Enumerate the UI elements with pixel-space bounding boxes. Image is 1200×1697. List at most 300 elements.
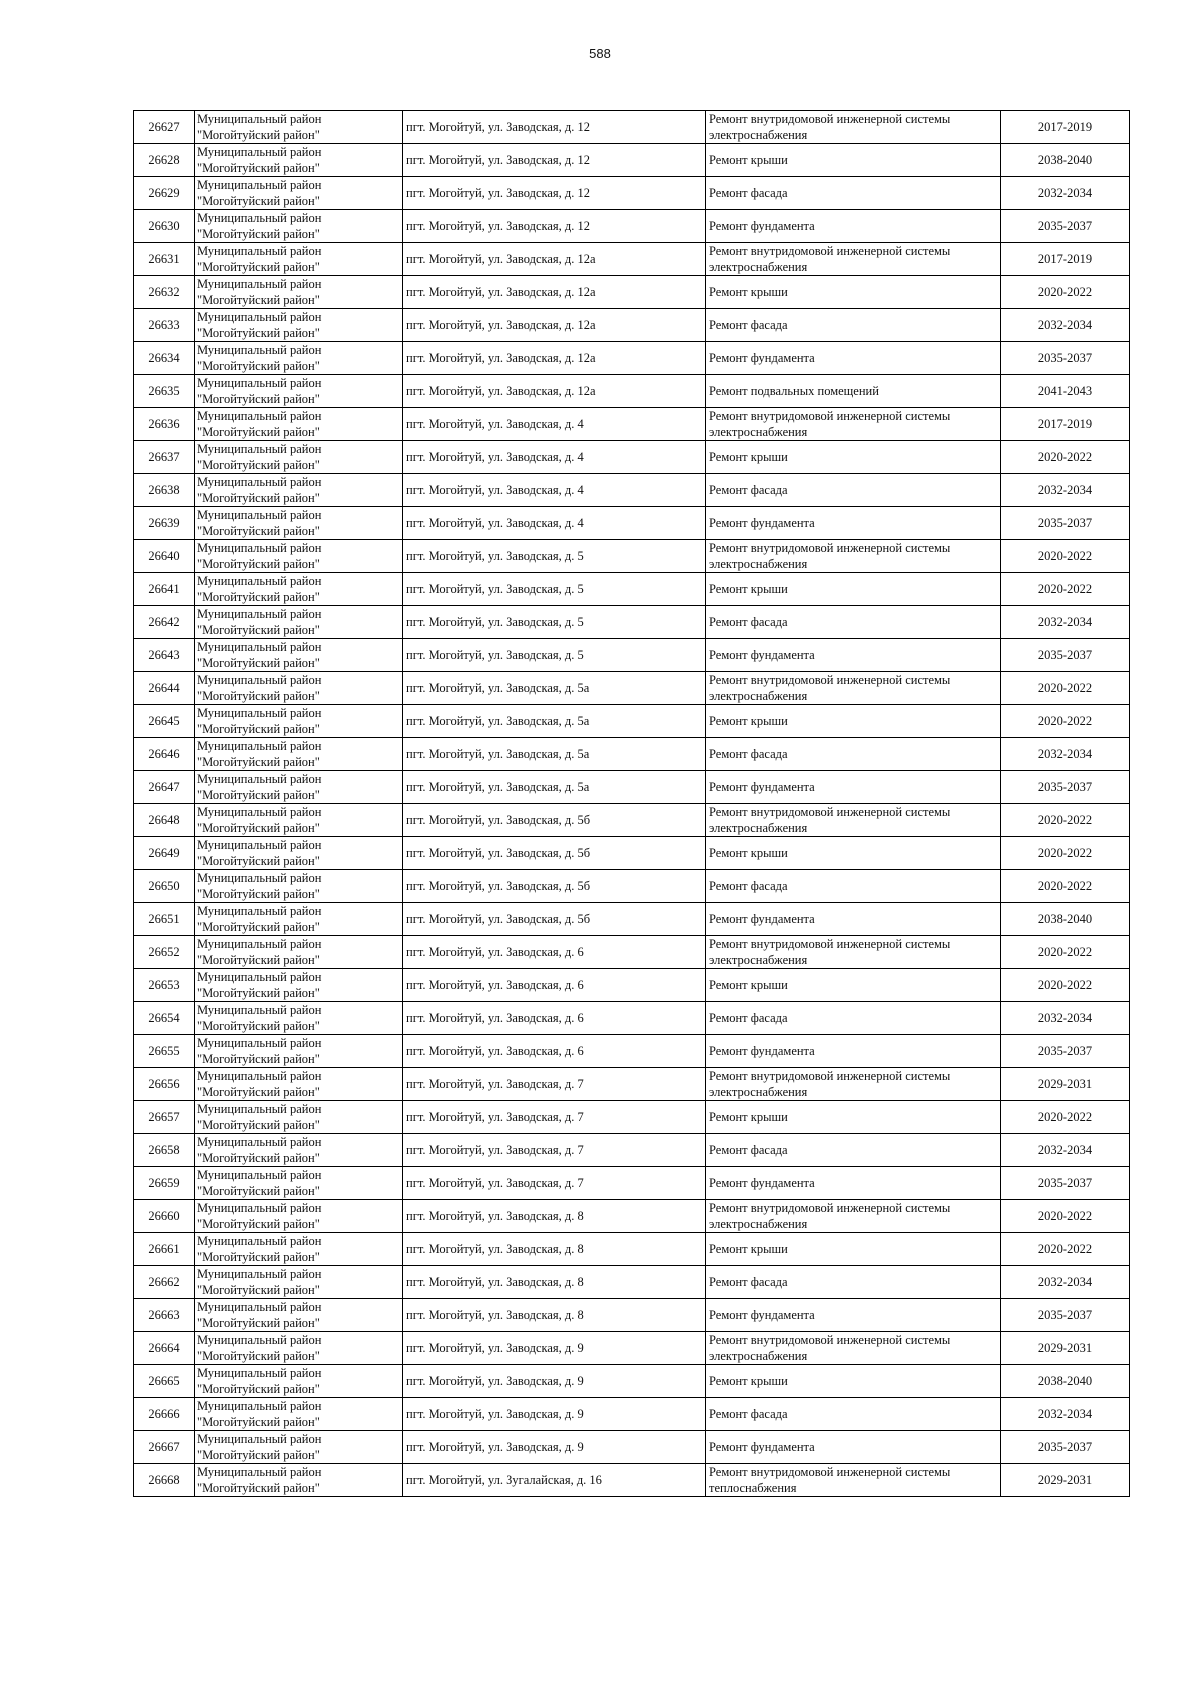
- table-row: [134, 540, 1130, 573]
- period-cell: 2035-2037: [1001, 639, 1130, 672]
- period-cell: 2038-2040: [1001, 144, 1130, 177]
- municipality-line-2: "Могойтуйский район": [197, 689, 320, 703]
- work-type-cell: Ремонт фундамента: [706, 1431, 1001, 1464]
- address-cell: пгт. Могойтуй, ул. Заводская, д. 6: [403, 1002, 706, 1035]
- record-number-cell: 26658: [134, 1134, 195, 1167]
- period-cell: 2032-2034: [1001, 177, 1130, 210]
- record-number-cell: 26633: [134, 309, 195, 342]
- municipality-line-1: Муниципальный район: [197, 1069, 322, 1083]
- record-number-cell: 26659: [134, 1167, 195, 1200]
- municipality-cell: [195, 1365, 403, 1398]
- work-type-cell: Ремонт фасада: [706, 474, 1001, 507]
- municipality-line-1: Муниципальный район: [197, 211, 322, 225]
- municipality-line-2: "Могойтуйский район": [197, 755, 320, 769]
- table-row: [134, 210, 1130, 243]
- record-number-cell: 26654: [134, 1002, 195, 1035]
- municipality-cell: [195, 1266, 403, 1299]
- period-cell: 2032-2034: [1001, 1266, 1130, 1299]
- table-row: [134, 243, 1130, 276]
- period-cell: 2017-2019: [1001, 408, 1130, 441]
- work-type-cell: Ремонт внутридомовой инженерной системы электроснабжения: [706, 408, 1001, 441]
- municipality-line-2: "Могойтуйский район": [197, 1217, 320, 1231]
- address-cell: пгт. Могойтуй, ул. Заводская, д. 7: [403, 1134, 706, 1167]
- municipality-cell: [195, 474, 403, 507]
- work-type-cell: Ремонт фасада: [706, 1266, 1001, 1299]
- record-number-cell: 26663: [134, 1299, 195, 1332]
- municipality-line-1: Муниципальный район: [197, 145, 322, 159]
- period-cell: 2017-2019: [1001, 243, 1130, 276]
- municipality-line-2: "Могойтуйский район": [197, 854, 320, 868]
- municipality-cell: [195, 408, 403, 441]
- municipality-line-2: "Могойтуйский район": [197, 1151, 320, 1165]
- address-cell: пгт. Могойтуй, ул. Заводская, д. 12а: [403, 342, 706, 375]
- municipality-cell: [195, 177, 403, 210]
- municipality-line-2: "Могойтуйский район": [197, 1019, 320, 1033]
- municipality-line-1: Муниципальный район: [197, 409, 322, 423]
- record-number-cell: 26635: [134, 375, 195, 408]
- record-number-cell: 26662: [134, 1266, 195, 1299]
- work-type-cell: Ремонт крыши: [706, 1101, 1001, 1134]
- municipality-line-2: "Могойтуйский район": [197, 557, 320, 571]
- address-cell: пгт. Могойтуй, ул. Заводская, д. 4: [403, 507, 706, 540]
- work-type-cell: Ремонт крыши: [706, 1233, 1001, 1266]
- work-type-cell: Ремонт крыши: [706, 441, 1001, 474]
- municipality-line-1: Муниципальный район: [197, 1036, 322, 1050]
- period-cell: 2032-2034: [1001, 606, 1130, 639]
- municipality-line-1: Муниципальный район: [197, 607, 322, 621]
- municipality-line-2: "Могойтуйский район": [197, 986, 320, 1000]
- record-number-cell: 26655: [134, 1035, 195, 1068]
- period-cell: 2020-2022: [1001, 573, 1130, 606]
- municipality-line-2: "Могойтуйский район": [197, 1382, 320, 1396]
- work-type-cell: Ремонт внутридомовой инженерной системы электроснабжения: [706, 243, 1001, 276]
- municipality-line-1: Муниципальный район: [197, 376, 322, 390]
- period-cell: 2038-2040: [1001, 903, 1130, 936]
- period-cell: 2029-2031: [1001, 1464, 1130, 1497]
- record-number-cell: 26661: [134, 1233, 195, 1266]
- work-type-cell: Ремонт крыши: [706, 1365, 1001, 1398]
- record-number-cell: 26629: [134, 177, 195, 210]
- address-cell: пгт. Могойтуй, ул. Заводская, д. 8: [403, 1299, 706, 1332]
- municipality-cell: [195, 1068, 403, 1101]
- municipality-line-2: "Могойтуйский район": [197, 1415, 320, 1429]
- municipality-line-1: Муниципальный район: [197, 1267, 322, 1281]
- work-type-cell: Ремонт фасада: [706, 606, 1001, 639]
- period-cell: 2017-2019: [1001, 111, 1130, 144]
- municipality-cell: [195, 837, 403, 870]
- table-row: [134, 1431, 1130, 1464]
- municipality-cell: [195, 1431, 403, 1464]
- work-type-cell: Ремонт внутридомовой инженерной системы электроснабжения: [706, 1068, 1001, 1101]
- municipality-line-2: "Могойтуйский район": [197, 392, 320, 406]
- municipality-line-2: "Могойтуйский район": [197, 1052, 320, 1066]
- table-row: [134, 1200, 1130, 1233]
- table-row: [134, 1167, 1130, 1200]
- period-cell: 2032-2034: [1001, 474, 1130, 507]
- repair-schedule-table: [133, 110, 1130, 1497]
- address-cell: пгт. Могойтуй, ул. Заводская, д. 5а: [403, 738, 706, 771]
- address-cell: пгт. Могойтуй, ул. Заводская, д. 8: [403, 1200, 706, 1233]
- municipality-line-2: "Могойтуйский район": [197, 194, 320, 208]
- table-row: [134, 144, 1130, 177]
- municipality-line-2: "Могойтуйский район": [197, 887, 320, 901]
- work-type-cell: Ремонт крыши: [706, 144, 1001, 177]
- record-number-cell: 26641: [134, 573, 195, 606]
- period-cell: 2020-2022: [1001, 441, 1130, 474]
- table-row: [134, 771, 1130, 804]
- municipality-line-1: Муниципальный район: [197, 1333, 322, 1347]
- work-type-cell: Ремонт внутридомовой инженерной системы теплоснабжения: [706, 1464, 1001, 1497]
- address-cell: пгт. Могойтуй, ул. Заводская, д. 12а: [403, 309, 706, 342]
- period-cell: 2032-2034: [1001, 738, 1130, 771]
- address-cell: пгт. Могойтуй, ул. Заводская, д. 9: [403, 1431, 706, 1464]
- table-row: [134, 111, 1130, 144]
- municipality-line-2: "Могойтуйский район": [197, 1250, 320, 1264]
- municipality-line-1: Муниципальный район: [197, 805, 322, 819]
- table-row: [134, 309, 1130, 342]
- record-number-cell: 26657: [134, 1101, 195, 1134]
- municipality-line-2: "Могойтуйский район": [197, 524, 320, 538]
- address-cell: пгт. Могойтуй, ул. Зугалайская, д. 16: [403, 1464, 706, 1497]
- address-cell: пгт. Могойтуй, ул. Заводская, д. 5: [403, 639, 706, 672]
- municipality-line-2: "Могойтуйский район": [197, 425, 320, 439]
- municipality-cell: [195, 507, 403, 540]
- record-number-cell: 26628: [134, 144, 195, 177]
- address-cell: пгт. Могойтуй, ул. Заводская, д. 4: [403, 441, 706, 474]
- municipality-line-1: Муниципальный район: [197, 904, 322, 918]
- table-row: [134, 1464, 1130, 1497]
- work-type-cell: Ремонт фундамента: [706, 210, 1001, 243]
- municipality-cell: [195, 1002, 403, 1035]
- municipality-cell: [195, 375, 403, 408]
- period-cell: 2035-2037: [1001, 1167, 1130, 1200]
- period-cell: 2035-2037: [1001, 771, 1130, 804]
- period-cell: 2020-2022: [1001, 936, 1130, 969]
- address-cell: пгт. Могойтуй, ул. Заводская, д. 12а: [403, 375, 706, 408]
- record-number-cell: 26646: [134, 738, 195, 771]
- address-cell: пгт. Могойтуй, ул. Заводская, д. 12а: [403, 276, 706, 309]
- table-row: [134, 276, 1130, 309]
- work-type-cell: Ремонт фундамента: [706, 342, 1001, 375]
- municipality-cell: [195, 276, 403, 309]
- municipality-line-1: Муниципальный район: [197, 244, 322, 258]
- municipality-cell: [195, 738, 403, 771]
- municipality-cell: [195, 243, 403, 276]
- address-cell: пгт. Могойтуй, ул. Заводская, д. 6: [403, 936, 706, 969]
- municipality-line-2: "Могойтуйский район": [197, 260, 320, 274]
- address-cell: пгт. Могойтуй, ул. Заводская, д. 6: [403, 969, 706, 1002]
- municipality-cell: [195, 540, 403, 573]
- table-row: [134, 672, 1130, 705]
- record-number-cell: 26645: [134, 705, 195, 738]
- municipality-cell: [195, 144, 403, 177]
- municipality-line-1: Муниципальный район: [197, 508, 322, 522]
- municipality-line-2: "Могойтуйский район": [197, 1448, 320, 1462]
- table-row: [134, 837, 1130, 870]
- municipality-line-1: Муниципальный район: [197, 310, 322, 324]
- table-row: [134, 804, 1130, 837]
- table-row: [134, 1233, 1130, 1266]
- record-number-cell: 26630: [134, 210, 195, 243]
- work-type-cell: Ремонт фасада: [706, 1398, 1001, 1431]
- record-number-cell: 26651: [134, 903, 195, 936]
- municipality-line-2: "Могойтуйский район": [197, 590, 320, 604]
- municipality-line-2: "Могойтуйский район": [197, 788, 320, 802]
- record-number-cell: 26642: [134, 606, 195, 639]
- record-number-cell: 26649: [134, 837, 195, 870]
- municipality-line-2: "Могойтуйский район": [197, 1184, 320, 1198]
- table-row: [134, 1134, 1130, 1167]
- municipality-line-1: Муниципальный район: [197, 574, 322, 588]
- table-row: [134, 1002, 1130, 1035]
- address-cell: пгт. Могойтуй, ул. Заводская, д. 9: [403, 1332, 706, 1365]
- municipality-cell: [195, 804, 403, 837]
- period-cell: 2035-2037: [1001, 1035, 1130, 1068]
- municipality-line-1: Муниципальный район: [197, 772, 322, 786]
- table-row: [134, 177, 1130, 210]
- table-row: [134, 1332, 1130, 1365]
- municipality-line-1: Муниципальный район: [197, 1201, 322, 1215]
- municipality-cell: [195, 1464, 403, 1497]
- municipality-cell: [195, 903, 403, 936]
- municipality-line-2: "Могойтуйский район": [197, 623, 320, 637]
- municipality-cell: [195, 1233, 403, 1266]
- municipality-cell: [195, 870, 403, 903]
- municipality-line-1: Муниципальный район: [197, 112, 322, 126]
- period-cell: 2035-2037: [1001, 507, 1130, 540]
- record-number-cell: 26647: [134, 771, 195, 804]
- municipality-line-2: "Могойтуйский район": [197, 1085, 320, 1099]
- municipality-cell: [195, 1167, 403, 1200]
- municipality-cell: [195, 639, 403, 672]
- work-type-cell: Ремонт фасада: [706, 1134, 1001, 1167]
- record-number-cell: 26652: [134, 936, 195, 969]
- table-row: [134, 606, 1130, 639]
- record-number-cell: 26656: [134, 1068, 195, 1101]
- address-cell: пгт. Могойтуй, ул. Заводская, д. 5: [403, 540, 706, 573]
- table-row: [134, 1365, 1130, 1398]
- address-cell: пгт. Могойтуй, ул. Заводская, д. 12: [403, 210, 706, 243]
- address-cell: пгт. Могойтуй, ул. Заводская, д. 12: [403, 177, 706, 210]
- record-number-cell: 26643: [134, 639, 195, 672]
- record-number-cell: 26636: [134, 408, 195, 441]
- table-row: [134, 936, 1130, 969]
- work-type-cell: Ремонт фундамента: [706, 507, 1001, 540]
- record-number-cell: 26627: [134, 111, 195, 144]
- record-number-cell: 26650: [134, 870, 195, 903]
- period-cell: 2035-2037: [1001, 210, 1130, 243]
- municipality-cell: [195, 342, 403, 375]
- period-cell: 2035-2037: [1001, 1431, 1130, 1464]
- municipality-cell: [195, 441, 403, 474]
- municipality-line-2: "Могойтуйский район": [197, 1283, 320, 1297]
- municipality-cell: [195, 1398, 403, 1431]
- period-cell: 2020-2022: [1001, 837, 1130, 870]
- record-number-cell: 26638: [134, 474, 195, 507]
- municipality-line-2: "Могойтуйский район": [197, 920, 320, 934]
- period-cell: 2020-2022: [1001, 1233, 1130, 1266]
- period-cell: 2020-2022: [1001, 705, 1130, 738]
- table-row: [134, 474, 1130, 507]
- period-cell: 2032-2034: [1001, 309, 1130, 342]
- work-type-cell: Ремонт фундамента: [706, 771, 1001, 804]
- municipality-line-1: Муниципальный район: [197, 1135, 322, 1149]
- municipality-line-1: Муниципальный район: [197, 343, 322, 357]
- work-type-cell: Ремонт внутридомовой инженерной системы электроснабжения: [706, 672, 1001, 705]
- work-type-cell: Ремонт фундамента: [706, 1035, 1001, 1068]
- work-type-cell: Ремонт фундамента: [706, 639, 1001, 672]
- municipality-cell: [195, 309, 403, 342]
- work-type-cell: Ремонт фасада: [706, 738, 1001, 771]
- period-cell: 2029-2031: [1001, 1068, 1130, 1101]
- work-type-cell: Ремонт крыши: [706, 573, 1001, 606]
- address-cell: пгт. Могойтуй, ул. Заводская, д. 6: [403, 1035, 706, 1068]
- municipality-line-1: Муниципальный район: [197, 970, 322, 984]
- municipality-line-2: "Могойтуйский район": [197, 821, 320, 835]
- work-type-cell: Ремонт крыши: [706, 969, 1001, 1002]
- municipality-cell: [195, 936, 403, 969]
- municipality-line-2: "Могойтуйский район": [197, 458, 320, 472]
- table-row: [134, 375, 1130, 408]
- municipality-line-2: "Могойтуйский район": [197, 1118, 320, 1132]
- municipality-line-1: Муниципальный район: [197, 178, 322, 192]
- page-number: 588: [589, 46, 611, 61]
- municipality-cell: [195, 672, 403, 705]
- table-row: [134, 507, 1130, 540]
- municipality-line-1: Муниципальный район: [197, 475, 322, 489]
- work-type-cell: Ремонт внутридомовой инженерной системы электроснабжения: [706, 1200, 1001, 1233]
- work-type-cell: Ремонт фасада: [706, 309, 1001, 342]
- table-row: [134, 441, 1130, 474]
- record-number-cell: 26639: [134, 507, 195, 540]
- address-cell: пгт. Могойтуй, ул. Заводская, д. 9: [403, 1398, 706, 1431]
- address-cell: пгт. Могойтуй, ул. Заводская, д. 12: [403, 144, 706, 177]
- municipality-cell: [195, 1134, 403, 1167]
- municipality-cell: [195, 1332, 403, 1365]
- municipality-line-1: Муниципальный район: [197, 706, 322, 720]
- address-cell: пгт. Могойтуй, ул. Заводская, д. 5б: [403, 903, 706, 936]
- municipality-cell: [195, 969, 403, 1002]
- record-number-cell: 26660: [134, 1200, 195, 1233]
- municipality-line-2: "Могойтуйский район": [197, 656, 320, 670]
- work-type-cell: Ремонт фасада: [706, 177, 1001, 210]
- municipality-line-2: "Могойтуйский район": [197, 722, 320, 736]
- address-cell: пгт. Могойтуй, ул. Заводская, д. 4: [403, 408, 706, 441]
- municipality-line-2: "Могойтуйский район": [197, 1481, 320, 1495]
- address-cell: пгт. Могойтуй, ул. Заводская, д. 8: [403, 1266, 706, 1299]
- period-cell: 2029-2031: [1001, 1332, 1130, 1365]
- table-row: [134, 870, 1130, 903]
- address-cell: пгт. Могойтуй, ул. Заводская, д. 5а: [403, 672, 706, 705]
- municipality-line-1: Муниципальный район: [197, 871, 322, 885]
- period-cell: 2020-2022: [1001, 1200, 1130, 1233]
- record-number-cell: 26653: [134, 969, 195, 1002]
- record-number-cell: 26634: [134, 342, 195, 375]
- municipality-line-1: Муниципальный район: [197, 1102, 322, 1116]
- table-row: [134, 1398, 1130, 1431]
- work-type-cell: Ремонт фундамента: [706, 903, 1001, 936]
- municipality-line-2: "Могойтуйский район": [197, 953, 320, 967]
- address-cell: пгт. Могойтуй, ул. Заводская, д. 9: [403, 1365, 706, 1398]
- address-cell: пгт. Могойтуй, ул. Заводская, д. 7: [403, 1167, 706, 1200]
- work-type-cell: Ремонт фасада: [706, 1002, 1001, 1035]
- municipality-line-1: Муниципальный район: [197, 1432, 322, 1446]
- record-number-cell: 26640: [134, 540, 195, 573]
- table-row: [134, 573, 1130, 606]
- work-type-cell: Ремонт фасада: [706, 870, 1001, 903]
- address-cell: пгт. Могойтуй, ул. Заводская, д. 5б: [403, 804, 706, 837]
- municipality-line-2: "Могойтуйский район": [197, 326, 320, 340]
- address-cell: пгт. Могойтуй, ул. Заводская, д. 7: [403, 1068, 706, 1101]
- table-row: [134, 1068, 1130, 1101]
- address-cell: пгт. Могойтуй, ул. Заводская, д. 7: [403, 1101, 706, 1134]
- record-number-cell: 26668: [134, 1464, 195, 1497]
- period-cell: 2020-2022: [1001, 870, 1130, 903]
- record-number-cell: 26632: [134, 276, 195, 309]
- address-cell: пгт. Могойтуй, ул. Заводская, д. 12: [403, 111, 706, 144]
- work-type-cell: Ремонт внутридомовой инженерной системы электроснабжения: [706, 804, 1001, 837]
- municipality-line-2: "Могойтуйский район": [197, 491, 320, 505]
- record-number-cell: 26665: [134, 1365, 195, 1398]
- record-number-cell: 26637: [134, 441, 195, 474]
- municipality-line-1: Муниципальный район: [197, 442, 322, 456]
- record-number-cell: 26666: [134, 1398, 195, 1431]
- municipality-cell: [195, 1299, 403, 1332]
- municipality-cell: [195, 1035, 403, 1068]
- municipality-cell: [195, 771, 403, 804]
- municipality-cell: [195, 705, 403, 738]
- table-row: [134, 1299, 1130, 1332]
- municipality-line-2: "Могойтуйский район": [197, 1349, 320, 1363]
- table-row: [134, 408, 1130, 441]
- municipality-line-1: Муниципальный район: [197, 640, 322, 654]
- table-row: [134, 738, 1130, 771]
- address-cell: пгт. Могойтуй, ул. Заводская, д. 12а: [403, 243, 706, 276]
- period-cell: 2038-2040: [1001, 1365, 1130, 1398]
- address-cell: пгт. Могойтуй, ул. Заводская, д. 5а: [403, 705, 706, 738]
- table-row: [134, 903, 1130, 936]
- period-cell: 2035-2037: [1001, 1299, 1130, 1332]
- address-cell: пгт. Могойтуй, ул. Заводская, д. 5: [403, 606, 706, 639]
- municipality-line-1: Муниципальный район: [197, 673, 322, 687]
- table-row: [134, 969, 1130, 1002]
- table-body: [134, 111, 1130, 1497]
- table-row: [134, 1101, 1130, 1134]
- work-type-cell: Ремонт крыши: [706, 276, 1001, 309]
- municipality-line-1: Муниципальный район: [197, 838, 322, 852]
- municipality-cell: [195, 210, 403, 243]
- work-type-cell: Ремонт внутридомовой инженерной системы электроснабжения: [706, 111, 1001, 144]
- period-cell: 2041-2043: [1001, 375, 1130, 408]
- municipality-line-2: "Могойтуйский район": [197, 1316, 320, 1330]
- municipality-line-1: Муниципальный район: [197, 1168, 322, 1182]
- municipality-line-2: "Могойтуйский район": [197, 227, 320, 241]
- municipality-cell: [195, 573, 403, 606]
- address-cell: пгт. Могойтуй, ул. Заводская, д. 4: [403, 474, 706, 507]
- work-type-cell: Ремонт внутридомовой инженерной системы электроснабжения: [706, 1332, 1001, 1365]
- period-cell: 2032-2034: [1001, 1134, 1130, 1167]
- municipality-line-1: Муниципальный район: [197, 1399, 322, 1413]
- address-cell: пгт. Могойтуй, ул. Заводская, д. 8: [403, 1233, 706, 1266]
- period-cell: 2032-2034: [1001, 1002, 1130, 1035]
- municipality-line-1: Муниципальный район: [197, 1300, 322, 1314]
- work-type-cell: Ремонт внутридомовой инженерной системы электроснабжения: [706, 936, 1001, 969]
- table-row: [134, 342, 1130, 375]
- record-number-cell: 26664: [134, 1332, 195, 1365]
- municipality-cell: [195, 1101, 403, 1134]
- municipality-line-2: "Могойтуйский район": [197, 293, 320, 307]
- period-cell: 2020-2022: [1001, 672, 1130, 705]
